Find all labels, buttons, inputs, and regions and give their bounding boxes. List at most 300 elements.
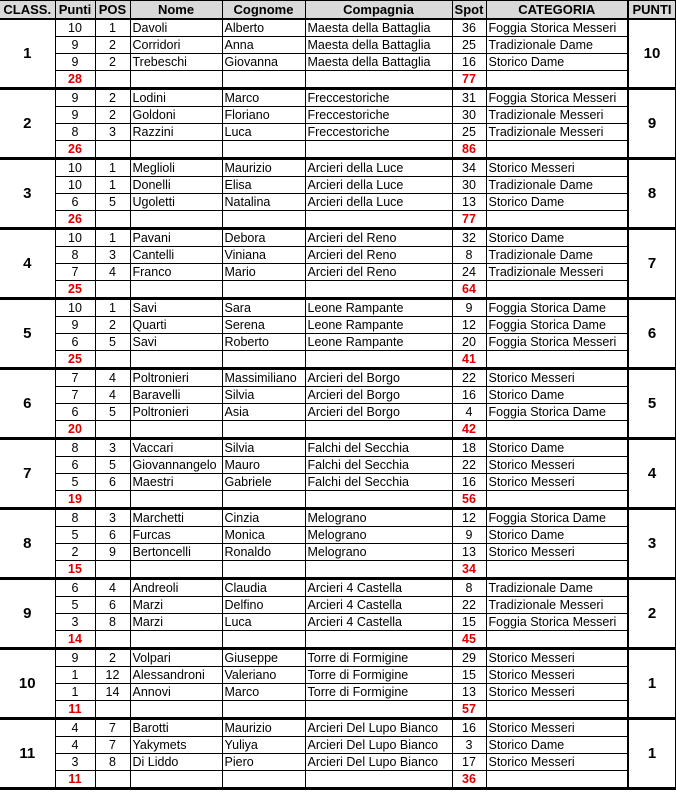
- table-row: [0, 107, 676, 124]
- cell-pos: 1: [95, 177, 130, 194]
- empty-cell: [486, 421, 628, 439]
- cell-pos: 9: [95, 544, 130, 561]
- empty-cell: [95, 631, 130, 649]
- cell-pos: 1: [95, 299, 130, 317]
- header-spot: Spot: [452, 1, 486, 20]
- cell-pos: 2: [95, 37, 130, 54]
- cell-pos: 3: [95, 509, 130, 527]
- cell-spot: 17: [452, 754, 486, 771]
- cell-cognome: Silvia: [222, 387, 305, 404]
- group-rank: 5: [0, 299, 55, 369]
- cell-spot: 4: [452, 404, 486, 421]
- cell-spot: 29: [452, 649, 486, 667]
- cell-cognome: Anna: [222, 37, 305, 54]
- table-row: [0, 737, 676, 754]
- empty-cell: [305, 141, 452, 159]
- cell-cognome: Delfino: [222, 597, 305, 614]
- cell-cognome: Yuliya: [222, 737, 305, 754]
- cell-compagnia: Arcieri del Reno: [305, 264, 452, 281]
- table-row: [0, 194, 676, 211]
- table-row: [0, 474, 676, 491]
- cell-punti: 9: [55, 649, 95, 667]
- total-punti: 26: [55, 141, 95, 159]
- cell-compagnia: Leone Rampante: [305, 317, 452, 334]
- cell-nome: Volpari: [130, 649, 222, 667]
- table-row: [0, 264, 676, 281]
- total-spot: 64: [452, 281, 486, 299]
- cell-nome: Maestri: [130, 474, 222, 491]
- cell-cognome: Luca: [222, 614, 305, 631]
- cell-categoria: Storico Messeri: [486, 457, 628, 474]
- table-row: [0, 649, 676, 667]
- cell-punti: 8: [55, 124, 95, 141]
- cell-compagnia: Melograno: [305, 509, 452, 527]
- cell-cognome: Maurizio: [222, 159, 305, 177]
- cell-nome: Di Liddo: [130, 754, 222, 771]
- cell-cognome: Roberto: [222, 334, 305, 351]
- cell-spot: 36: [452, 19, 486, 37]
- header-row: [0, 1, 676, 20]
- cell-pos: 1: [95, 229, 130, 247]
- cell-compagnia: Maesta della Battaglia: [305, 19, 452, 37]
- group-rank: 8: [0, 509, 55, 579]
- empty-cell: [130, 281, 222, 299]
- cell-compagnia: Torre di Formigine: [305, 684, 452, 701]
- group-total-row: [0, 561, 676, 579]
- cell-spot: 15: [452, 667, 486, 684]
- cell-cognome: Maurizio: [222, 719, 305, 737]
- cell-spot: 24: [452, 264, 486, 281]
- table-body: [0, 19, 676, 789]
- cell-nome: Poltronieri: [130, 369, 222, 387]
- empty-cell: [130, 141, 222, 159]
- cell-nome: Meglioli: [130, 159, 222, 177]
- group-total-row: [0, 141, 676, 159]
- cell-categoria: Storico Messeri: [486, 544, 628, 561]
- empty-cell: [222, 351, 305, 369]
- cell-pos: 2: [95, 107, 130, 124]
- group-points: 8: [628, 159, 676, 229]
- table-row: [0, 317, 676, 334]
- cell-cognome: Viniana: [222, 247, 305, 264]
- table-row: [0, 229, 676, 247]
- group-total-row: [0, 71, 676, 89]
- cell-compagnia: Arcieri 4 Castella: [305, 597, 452, 614]
- cell-pos: 5: [95, 194, 130, 211]
- cell-punti: 8: [55, 439, 95, 457]
- cell-cognome: Asia: [222, 404, 305, 421]
- cell-cognome: Floriano: [222, 107, 305, 124]
- cell-pos: 12: [95, 667, 130, 684]
- cell-compagnia: Arcieri del Borgo: [305, 387, 452, 404]
- header-compagnia: Compagnia: [305, 1, 452, 20]
- cell-punti: 7: [55, 264, 95, 281]
- cell-compagnia: Torre di Formigine: [305, 667, 452, 684]
- group-points: 7: [628, 229, 676, 299]
- cell-categoria: Foggia Storica Messeri: [486, 19, 628, 37]
- cell-compagnia: Arcieri del Reno: [305, 247, 452, 264]
- cell-spot: 25: [452, 124, 486, 141]
- header-categoria: CATEGORIA: [486, 1, 628, 20]
- group-rank: 2: [0, 89, 55, 159]
- group-rank: 3: [0, 159, 55, 229]
- empty-cell: [486, 281, 628, 299]
- cell-categoria: Foggia Storica Dame: [486, 299, 628, 317]
- cell-compagnia: Arcieri del Reno: [305, 229, 452, 247]
- cell-spot: 20: [452, 334, 486, 351]
- cell-compagnia: Arcieri Del Lupo Bianco: [305, 754, 452, 771]
- cell-pos: 2: [95, 649, 130, 667]
- cell-pos: 4: [95, 579, 130, 597]
- group-points: 4: [628, 439, 676, 509]
- cell-nome: Savi: [130, 299, 222, 317]
- group-total-row: [0, 421, 676, 439]
- cell-punti: 10: [55, 159, 95, 177]
- empty-cell: [222, 71, 305, 89]
- cell-spot: 13: [452, 544, 486, 561]
- cell-compagnia: Leone Rampante: [305, 299, 452, 317]
- group-total-row: [0, 701, 676, 719]
- empty-cell: [305, 491, 452, 509]
- cell-cognome: Giovanna: [222, 54, 305, 71]
- total-spot: 36: [452, 771, 486, 789]
- cell-pos: 4: [95, 387, 130, 404]
- cell-compagnia: Arcieri 4 Castella: [305, 614, 452, 631]
- cell-pos: 3: [95, 439, 130, 457]
- cell-categoria: Storico Dame: [486, 439, 628, 457]
- empty-cell: [486, 561, 628, 579]
- cell-punti: 4: [55, 737, 95, 754]
- cell-categoria: Storico Dame: [486, 54, 628, 71]
- empty-cell: [95, 561, 130, 579]
- cell-nome: Andreoli: [130, 579, 222, 597]
- total-punti: 20: [55, 421, 95, 439]
- cell-categoria: Storico Messeri: [486, 684, 628, 701]
- group-total-row: [0, 281, 676, 299]
- total-punti: 25: [55, 351, 95, 369]
- header-punti-total: PUNTI: [628, 1, 676, 20]
- total-punti: 19: [55, 491, 95, 509]
- empty-cell: [305, 211, 452, 229]
- cell-categoria: Storico Dame: [486, 229, 628, 247]
- empty-cell: [222, 141, 305, 159]
- group-points: 6: [628, 299, 676, 369]
- cell-cognome: Cinzia: [222, 509, 305, 527]
- group-points: 2: [628, 579, 676, 649]
- cell-cognome: Piero: [222, 754, 305, 771]
- total-spot: 77: [452, 211, 486, 229]
- empty-cell: [95, 771, 130, 789]
- cell-pos: 6: [95, 474, 130, 491]
- table-row: [0, 439, 676, 457]
- cell-categoria: Foggia Storica Messeri: [486, 334, 628, 351]
- cell-nome: Marzi: [130, 614, 222, 631]
- cell-pos: 7: [95, 737, 130, 754]
- cell-cognome: Natalina: [222, 194, 305, 211]
- cell-categoria: Storico Messeri: [486, 474, 628, 491]
- empty-cell: [130, 211, 222, 229]
- empty-cell: [305, 421, 452, 439]
- cell-nome: Bertoncelli: [130, 544, 222, 561]
- table-row: [0, 404, 676, 421]
- cell-pos: 6: [95, 597, 130, 614]
- cell-cognome: Massimiliano: [222, 369, 305, 387]
- cell-compagnia: Arcieri della Luce: [305, 159, 452, 177]
- cell-spot: 16: [452, 387, 486, 404]
- empty-cell: [305, 561, 452, 579]
- cell-cognome: Monica: [222, 527, 305, 544]
- table-row: [0, 177, 676, 194]
- cell-cognome: Mauro: [222, 457, 305, 474]
- table-row: [0, 334, 676, 351]
- cell-compagnia: Maesta della Battaglia: [305, 54, 452, 71]
- cell-nome: Cantelli: [130, 247, 222, 264]
- cell-pos: 8: [95, 614, 130, 631]
- table-row: [0, 614, 676, 631]
- group-rank: 7: [0, 439, 55, 509]
- cell-spot: 8: [452, 579, 486, 597]
- cell-spot: 12: [452, 317, 486, 334]
- empty-cell: [222, 491, 305, 509]
- empty-cell: [222, 771, 305, 789]
- cell-categoria: Storico Dame: [486, 527, 628, 544]
- cell-cognome: Elisa: [222, 177, 305, 194]
- empty-cell: [305, 771, 452, 789]
- cell-nome: Marchetti: [130, 509, 222, 527]
- cell-nome: Donelli: [130, 177, 222, 194]
- empty-cell: [305, 281, 452, 299]
- table-row: [0, 527, 676, 544]
- cell-nome: Davoli: [130, 19, 222, 37]
- group-total-row: [0, 351, 676, 369]
- cell-punti: 4: [55, 719, 95, 737]
- cell-spot: 31: [452, 89, 486, 107]
- cell-spot: 25: [452, 37, 486, 54]
- cell-categoria: Tradizionale Dame: [486, 247, 628, 264]
- group-points: 3: [628, 509, 676, 579]
- cell-spot: 9: [452, 299, 486, 317]
- total-spot: 77: [452, 71, 486, 89]
- cell-nome: Vaccari: [130, 439, 222, 457]
- empty-cell: [95, 71, 130, 89]
- cell-punti: 1: [55, 684, 95, 701]
- group-total-row: [0, 631, 676, 649]
- cell-punti: 7: [55, 387, 95, 404]
- empty-cell: [95, 281, 130, 299]
- total-punti: 15: [55, 561, 95, 579]
- table-row: [0, 247, 676, 264]
- empty-cell: [130, 771, 222, 789]
- table-row: [0, 579, 676, 597]
- cell-categoria: Tradizionale Messeri: [486, 264, 628, 281]
- cell-spot: 18: [452, 439, 486, 457]
- empty-cell: [130, 351, 222, 369]
- group-rank: 4: [0, 229, 55, 299]
- cell-nome: Annovi: [130, 684, 222, 701]
- empty-cell: [130, 491, 222, 509]
- cell-nome: Franco: [130, 264, 222, 281]
- cell-spot: 30: [452, 177, 486, 194]
- group-total-row: [0, 211, 676, 229]
- cell-cognome: Alberto: [222, 19, 305, 37]
- cell-punti: 3: [55, 614, 95, 631]
- cell-cognome: Giuseppe: [222, 649, 305, 667]
- group-total-row: [0, 491, 676, 509]
- cell-compagnia: Melograno: [305, 527, 452, 544]
- empty-cell: [222, 421, 305, 439]
- cell-categoria: Tradizionale Dame: [486, 579, 628, 597]
- cell-categoria: Foggia Storica Dame: [486, 509, 628, 527]
- table-row: [0, 544, 676, 561]
- group-rank: 6: [0, 369, 55, 439]
- cell-compagnia: Arcieri Del Lupo Bianco: [305, 737, 452, 754]
- cell-categoria: Storico Dame: [486, 387, 628, 404]
- cell-pos: 5: [95, 334, 130, 351]
- table-row: [0, 54, 676, 71]
- header-nome: Nome: [130, 1, 222, 20]
- empty-cell: [305, 631, 452, 649]
- cell-compagnia: Freccestoriche: [305, 89, 452, 107]
- cell-categoria: Storico Messeri: [486, 667, 628, 684]
- cell-punti: 10: [55, 19, 95, 37]
- group-rank: 1: [0, 19, 55, 89]
- cell-pos: 3: [95, 124, 130, 141]
- total-punti: 11: [55, 701, 95, 719]
- cell-spot: 3: [452, 737, 486, 754]
- cell-punti: 3: [55, 754, 95, 771]
- cell-nome: Razzini: [130, 124, 222, 141]
- cell-compagnia: Maesta della Battaglia: [305, 37, 452, 54]
- empty-cell: [222, 631, 305, 649]
- table-row: [0, 719, 676, 737]
- cell-pos: 5: [95, 404, 130, 421]
- cell-compagnia: Freccestoriche: [305, 124, 452, 141]
- total-spot: 86: [452, 141, 486, 159]
- total-spot: 42: [452, 421, 486, 439]
- cell-categoria: Foggia Storica Dame: [486, 317, 628, 334]
- cell-cognome: Debora: [222, 229, 305, 247]
- cell-categoria: Storico Messeri: [486, 754, 628, 771]
- cell-punti: 9: [55, 107, 95, 124]
- group-points: 10: [628, 19, 676, 89]
- total-punti: 26: [55, 211, 95, 229]
- cell-cognome: Valeriano: [222, 667, 305, 684]
- empty-cell: [95, 141, 130, 159]
- cell-compagnia: Melograno: [305, 544, 452, 561]
- cell-punti: 6: [55, 404, 95, 421]
- cell-nome: Trebeschi: [130, 54, 222, 71]
- cell-categoria: Storico Dame: [486, 194, 628, 211]
- empty-cell: [130, 561, 222, 579]
- cell-cognome: Mario: [222, 264, 305, 281]
- cell-categoria: Foggia Storica Dame: [486, 404, 628, 421]
- total-punti: 25: [55, 281, 95, 299]
- total-punti: 14: [55, 631, 95, 649]
- cell-pos: 2: [95, 89, 130, 107]
- empty-cell: [486, 701, 628, 719]
- table-row: [0, 684, 676, 701]
- table-row: [0, 369, 676, 387]
- empty-cell: [95, 211, 130, 229]
- table-row: [0, 754, 676, 771]
- cell-categoria: Storico Messeri: [486, 369, 628, 387]
- cell-compagnia: Arcieri 4 Castella: [305, 579, 452, 597]
- table-row: [0, 597, 676, 614]
- table-row: [0, 37, 676, 54]
- cell-nome: Giovannangelo: [130, 457, 222, 474]
- cell-pos: 14: [95, 684, 130, 701]
- cell-cognome: Silvia: [222, 439, 305, 457]
- cell-spot: 13: [452, 194, 486, 211]
- cell-nome: Savi: [130, 334, 222, 351]
- table-row: [0, 159, 676, 177]
- cell-cognome: Sara: [222, 299, 305, 317]
- cell-nome: Ugoletti: [130, 194, 222, 211]
- empty-cell: [486, 211, 628, 229]
- cell-compagnia: Freccestoriche: [305, 107, 452, 124]
- total-spot: 41: [452, 351, 486, 369]
- cell-punti: 9: [55, 89, 95, 107]
- cell-nome: Marzi: [130, 597, 222, 614]
- empty-cell: [95, 701, 130, 719]
- cell-punti: 5: [55, 474, 95, 491]
- cell-pos: 3: [95, 247, 130, 264]
- cell-pos: 7: [95, 719, 130, 737]
- cell-categoria: Tradizionale Messeri: [486, 597, 628, 614]
- empty-cell: [222, 701, 305, 719]
- cell-punti: 8: [55, 247, 95, 264]
- total-spot: 34: [452, 561, 486, 579]
- empty-cell: [486, 141, 628, 159]
- group-points: 1: [628, 649, 676, 719]
- cell-compagnia: Arcieri della Luce: [305, 177, 452, 194]
- group-points: 9: [628, 89, 676, 159]
- empty-cell: [130, 421, 222, 439]
- empty-cell: [130, 701, 222, 719]
- empty-cell: [305, 71, 452, 89]
- cell-nome: Corridori: [130, 37, 222, 54]
- cell-pos: 1: [95, 159, 130, 177]
- empty-cell: [486, 351, 628, 369]
- cell-punti: 9: [55, 54, 95, 71]
- cell-compagnia: Leone Rampante: [305, 334, 452, 351]
- cell-punti: 6: [55, 334, 95, 351]
- cell-nome: Lodini: [130, 89, 222, 107]
- cell-nome: Pavani: [130, 229, 222, 247]
- cell-cognome: Marco: [222, 684, 305, 701]
- empty-cell: [222, 561, 305, 579]
- cell-spot: 34: [452, 159, 486, 177]
- empty-cell: [222, 281, 305, 299]
- cell-spot: 32: [452, 229, 486, 247]
- table-row: [0, 509, 676, 527]
- cell-punti: 6: [55, 579, 95, 597]
- table-row: [0, 124, 676, 141]
- cell-spot: 16: [452, 54, 486, 71]
- table-row: [0, 89, 676, 107]
- cell-categoria: Tradizionale Dame: [486, 37, 628, 54]
- cell-categoria: Foggia Storica Messeri: [486, 614, 628, 631]
- cell-cognome: Luca: [222, 124, 305, 141]
- total-punti: 28: [55, 71, 95, 89]
- header-punti: Punti: [55, 1, 95, 20]
- empty-cell: [486, 631, 628, 649]
- cell-spot: 15: [452, 614, 486, 631]
- cell-nome: Barotti: [130, 719, 222, 737]
- cell-compagnia: Torre di Formigine: [305, 649, 452, 667]
- cell-nome: Baravelli: [130, 387, 222, 404]
- cell-cognome: Ronaldo: [222, 544, 305, 561]
